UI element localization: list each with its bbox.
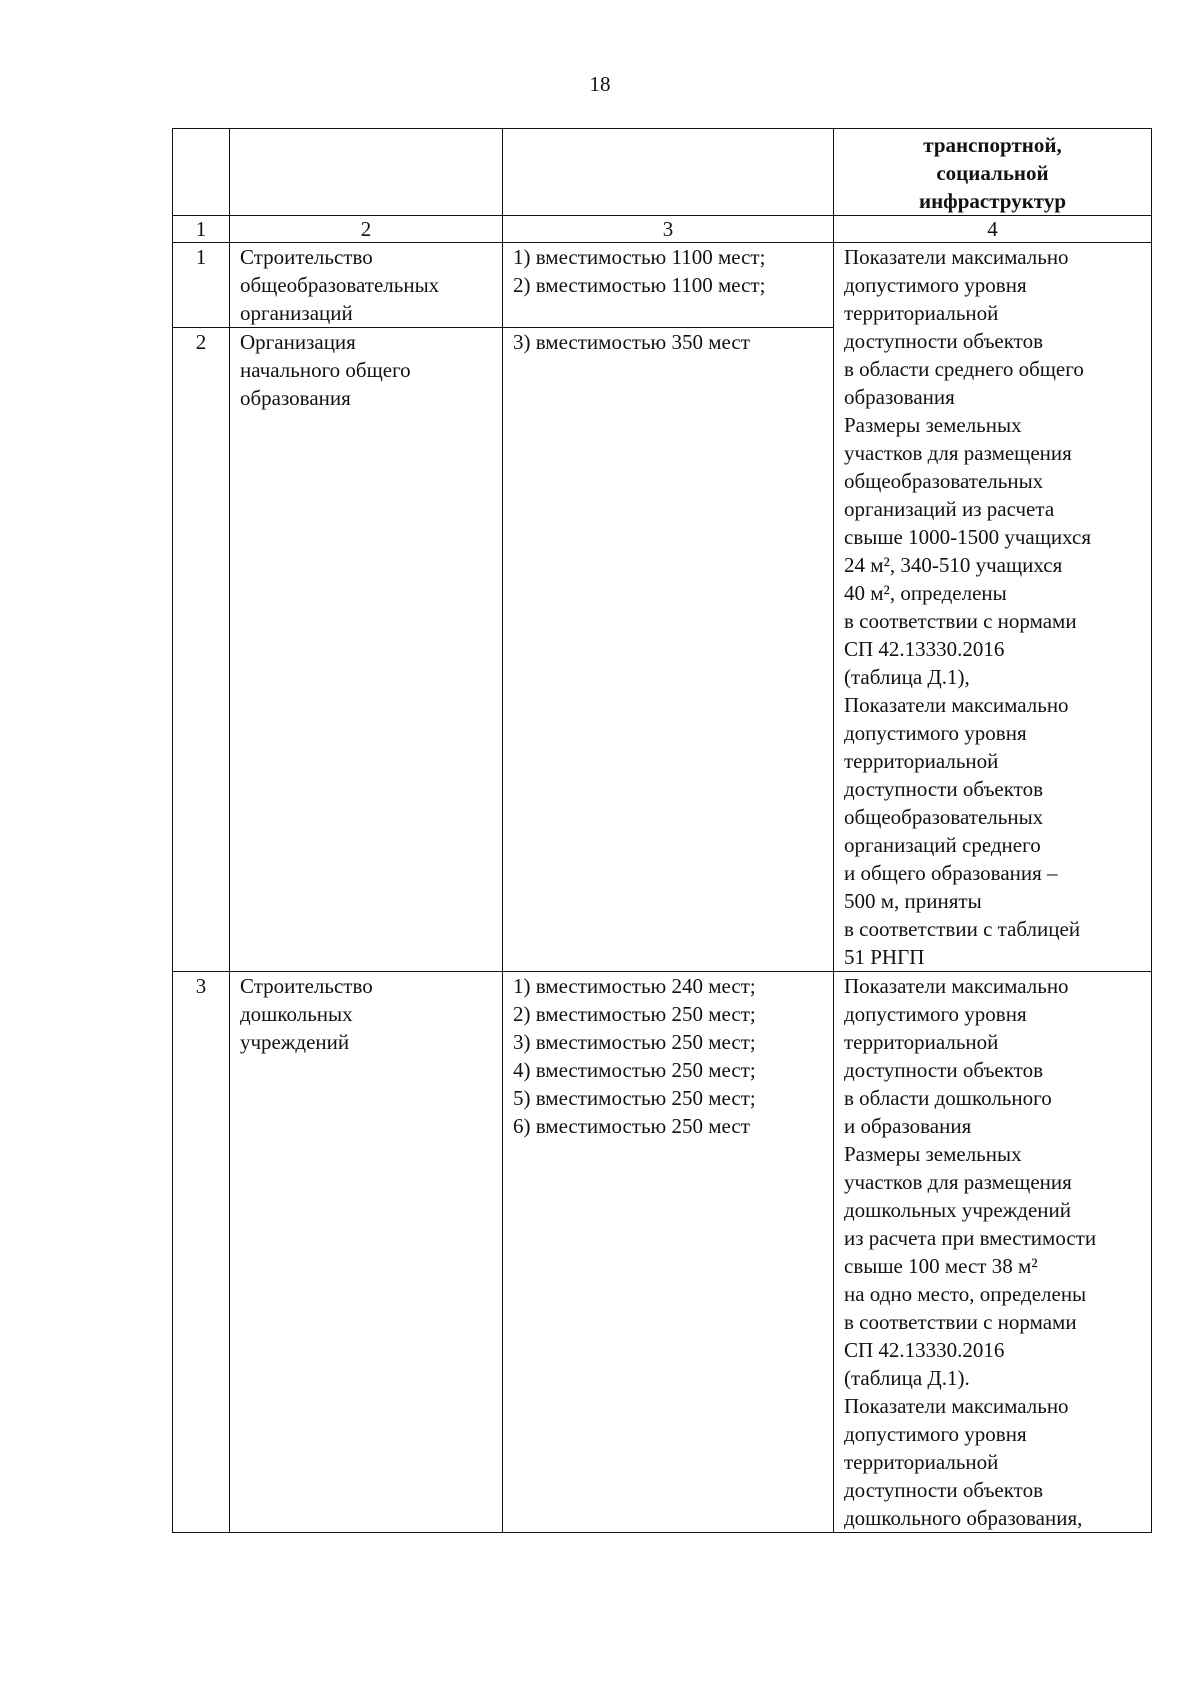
name-line: Строительство [240, 974, 373, 998]
name-line: Строительство [240, 245, 373, 269]
capacity-line: 2) вместимостью 250 мест; [513, 1002, 756, 1026]
justification-line: Показатели максимально [844, 693, 1069, 717]
justification-line: общеобразовательных [844, 805, 1044, 829]
justification-line: в соответствии с нормами [844, 1310, 1077, 1334]
justification-line: в области дошкольного [844, 1086, 1052, 1110]
page-number: 18 [589, 72, 611, 96]
header-cell-empty-1 [173, 129, 230, 216]
justification-line: и общего образования – [844, 861, 1058, 885]
header-line: транспортной, [923, 133, 1062, 157]
justification-line: на одно место, определены [844, 1282, 1087, 1306]
row-capacity [503, 972, 834, 1533]
row-justification-preschool [834, 972, 1152, 1533]
row-object-name [230, 243, 503, 328]
table-row [173, 243, 1152, 328]
justification-line: дошкольного образования, [844, 1506, 1083, 1530]
justification-line: Показатели максимально [844, 974, 1069, 998]
justification-line: Размеры земельных [844, 1142, 1022, 1166]
justification-line: (таблица Д.1). [844, 1366, 970, 1390]
justification-line: Показатели максимально [844, 1394, 1069, 1418]
justification-line: в области среднего общего [844, 357, 1084, 381]
capacity-line: 3) вместимостью 250 мест; [513, 1030, 756, 1054]
justification-line: допустимого уровня [844, 273, 1027, 297]
row-object-name [230, 972, 503, 1533]
justification-line: территориальной [844, 301, 999, 325]
justification-line: 500 м, приняты [844, 889, 982, 913]
column-index: 4 [834, 216, 1152, 243]
justification-line: 51 РНГП [844, 945, 925, 969]
header-cell-empty-3 [503, 129, 834, 216]
justification-line: доступности объектов [844, 1478, 1043, 1502]
name-line: дошкольных [240, 1002, 353, 1026]
row-number: 2 [173, 328, 230, 972]
justification-line: в соответствии с таблицей [844, 917, 1081, 941]
capacity-line: 1) вместимостью 240 мест; [513, 974, 756, 998]
justification-line: в соответствии с нормами [844, 609, 1077, 633]
table-row [173, 972, 1152, 1533]
capacity-line: 3) вместимостью 350 мест [513, 330, 750, 354]
justification-line: свыше 1000-1500 учащихся [844, 525, 1091, 549]
capacity-line: 5) вместимостью 250 мест; [513, 1086, 756, 1110]
justification-line: Показатели максимально [844, 245, 1069, 269]
header-cell-empty-2 [230, 129, 503, 216]
justification-line: организаций среднего [844, 833, 1041, 857]
name-line: Организация [240, 330, 356, 354]
justification-line: СП 42.13330.2016 [844, 637, 1005, 661]
justification-line: допустимого уровня [844, 1422, 1027, 1446]
column-index-row [173, 216, 1152, 243]
justification-line: доступности объектов [844, 329, 1043, 353]
header-line: социальной [936, 161, 1049, 185]
justification-line: Размеры земельных [844, 413, 1022, 437]
row-number: 3 [173, 972, 230, 1533]
justification-line: территориальной [844, 1450, 999, 1474]
name-line: учреждений [240, 1030, 350, 1054]
justification-line: и образования [844, 1114, 972, 1138]
table-header-continuation-row [173, 129, 1152, 216]
justification-line: СП 42.13330.2016 [844, 1338, 1005, 1362]
justification-line: доступности объектов [844, 1058, 1043, 1082]
name-line: образования [240, 386, 351, 410]
justification-line: (таблица Д.1), [844, 665, 970, 689]
justification-line: участков для размещения [844, 441, 1072, 465]
row-capacity [503, 243, 834, 328]
capacity-line: 6) вместимостью 250 мест [513, 1114, 750, 1138]
justification-line: 24 м², 340-510 учащихся [844, 553, 1063, 577]
justification-line: свыше 100 мест 38 м² [844, 1254, 1038, 1278]
row-object-name [230, 328, 503, 972]
row-justification-schools [834, 243, 1152, 972]
justification-line: 40 м², определены [844, 581, 1007, 605]
justification-line: образования [844, 385, 955, 409]
column-index: 2 [230, 216, 503, 243]
justification-line: из расчета при вместимости [844, 1226, 1097, 1250]
justification-line: общеобразовательных [844, 469, 1044, 493]
justification-line: доступности объектов [844, 777, 1043, 801]
justification-line: организаций из расчета [844, 497, 1055, 521]
justification-line: допустимого уровня [844, 721, 1027, 745]
column-index: 1 [173, 216, 230, 243]
name-line: общеобразовательных [240, 273, 440, 297]
justification-line: территориальной [844, 749, 999, 773]
header-cell-justification [834, 129, 1152, 216]
row-capacity [503, 328, 834, 972]
name-line: организаций [240, 301, 353, 325]
row-number: 1 [173, 243, 230, 328]
justification-line: участков для размещения [844, 1170, 1072, 1194]
name-line: начального общего [240, 358, 411, 382]
capacity-line: 2) вместимостью 1100 мест; [513, 273, 766, 297]
planning-table [172, 128, 1152, 1533]
column-index: 3 [503, 216, 834, 243]
justification-line: допустимого уровня [844, 1002, 1027, 1026]
capacity-line: 4) вместимостью 250 мест; [513, 1058, 756, 1082]
header-line: инфраструктур [918, 189, 1067, 213]
justification-line: дошкольных учреждений [844, 1198, 1071, 1222]
justification-line: территориальной [844, 1030, 999, 1054]
capacity-line: 1) вместимостью 1100 мест; [513, 245, 766, 269]
